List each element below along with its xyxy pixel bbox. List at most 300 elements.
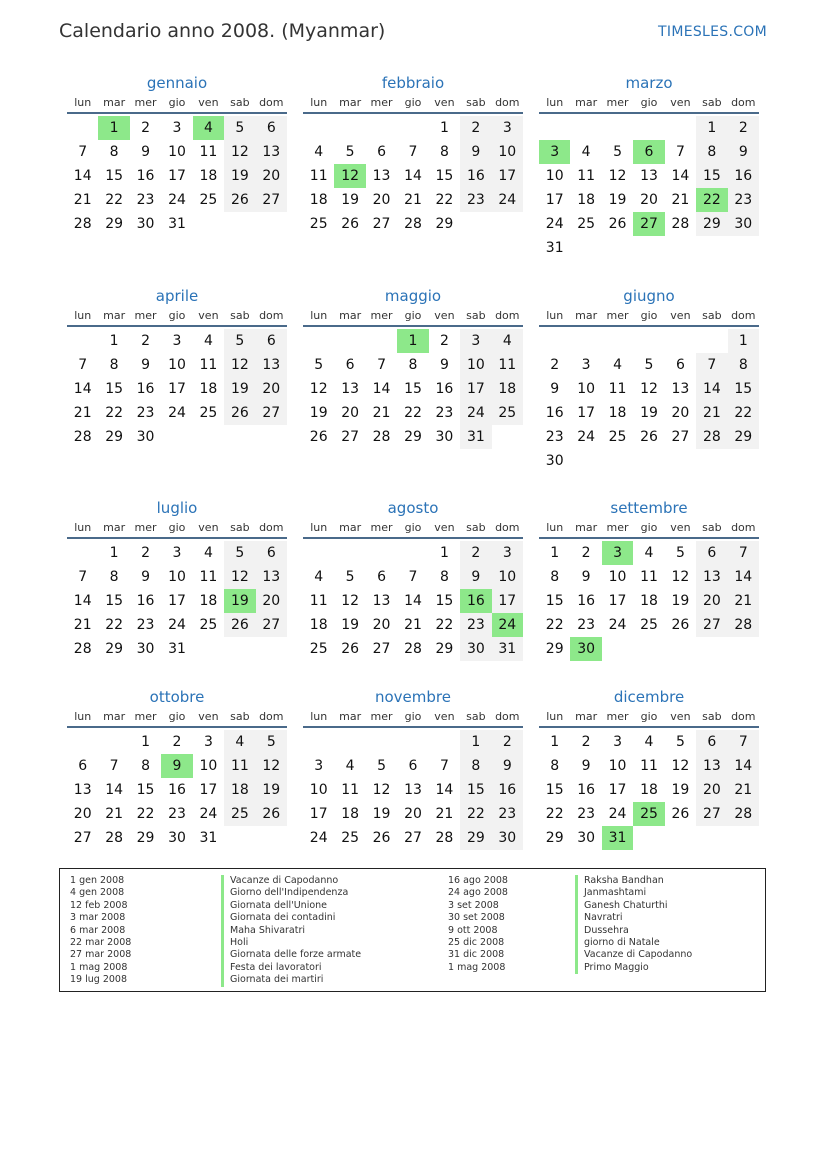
day-cell: 3: [492, 116, 523, 140]
day-cell: 15: [545, 593, 564, 609]
weekday-label: ven: [198, 521, 219, 534]
day-cell: 20: [404, 806, 422, 822]
day-cell: 28: [435, 830, 454, 846]
page-title: Calendario anno 2008. (Myanmar): [59, 20, 386, 42]
weekday-label: mar: [103, 710, 126, 723]
day-cell: 21: [696, 401, 727, 425]
month-title: marzo: [625, 74, 673, 92]
weekday-label: dom: [259, 96, 284, 109]
day-cell: 18: [224, 778, 255, 802]
day-cell: 27: [696, 802, 727, 826]
day-cell: 25: [199, 192, 218, 208]
weekday-label: mar: [575, 521, 598, 534]
day-cell: 12: [224, 140, 255, 164]
day-cell: 2: [728, 116, 759, 140]
day-cell: 2: [439, 333, 449, 349]
day-cell: 27: [404, 830, 422, 846]
day-cell: 28: [73, 216, 92, 232]
day-cell: 3: [460, 329, 491, 353]
holiday-legend: [59, 868, 766, 992]
day-cell: 5: [224, 116, 255, 140]
holiday-day-cell: 1: [98, 116, 129, 140]
day-cell: 2: [141, 120, 151, 136]
day-cell: 23: [492, 802, 523, 826]
weekday-label: ven: [198, 96, 219, 109]
day-cell: 12: [608, 168, 627, 184]
legend-holiday-name: Dussehra: [575, 925, 692, 937]
month-settembre: [539, 497, 759, 661]
day-cell: 3: [172, 545, 182, 561]
weekday-label: mar: [575, 96, 598, 109]
day-cell: 24: [309, 830, 328, 846]
day-cell: 29: [105, 429, 124, 445]
weekday-header: [539, 708, 759, 728]
day-cell: 7: [439, 758, 449, 774]
day-cell: 22: [435, 192, 454, 208]
day-cell: 16: [728, 164, 759, 188]
weekday-label: dom: [259, 521, 284, 534]
day-cell: 17: [199, 782, 218, 798]
day-cell: 3: [172, 333, 182, 349]
day-cell: 9: [141, 144, 151, 160]
day-cell: 24: [492, 188, 523, 212]
day-cell: 9: [460, 565, 491, 589]
weekday-label: sab: [702, 521, 722, 534]
day-cell: 26: [224, 188, 255, 212]
day-cell: 15: [460, 778, 491, 802]
legend-dates-left: [70, 875, 131, 987]
weekday-label: ven: [198, 710, 219, 723]
day-cell: 19: [224, 164, 255, 188]
day-cell: 28: [404, 216, 422, 232]
day-cell: 19: [671, 593, 690, 609]
day-cell: 7: [109, 758, 119, 774]
legend-date: 22 mar 2008: [70, 936, 132, 948]
day-cell: 22: [404, 405, 422, 421]
weekday-label: ven: [434, 521, 455, 534]
weekday-label: ven: [198, 309, 219, 322]
day-cell: 11: [577, 168, 596, 184]
month-title: aprile: [155, 287, 199, 305]
day-cell: 22: [105, 405, 124, 421]
day-cell: 20: [256, 164, 287, 188]
day-cell: 2: [141, 545, 151, 561]
day-cell: 13: [671, 381, 690, 397]
legend-holiday-name: Primo Maggio: [575, 962, 692, 974]
empty-cell: [696, 329, 727, 353]
day-cell: 27: [256, 188, 287, 212]
holiday-day-cell: 1: [397, 329, 428, 353]
day-cell: 24: [168, 192, 186, 208]
day-cell: 2: [460, 116, 491, 140]
legend-holiday-name: Vacanze di Capodanno: [575, 949, 692, 961]
day-cell: 19: [372, 806, 391, 822]
day-cell: 1: [728, 329, 759, 353]
day-cell: 23: [136, 617, 155, 633]
day-cell: 9: [728, 140, 759, 164]
day-cell: 2: [141, 333, 151, 349]
holiday-day-cell: 12: [334, 164, 365, 188]
day-cell: 23: [460, 188, 491, 212]
day-cell: 4: [613, 357, 623, 373]
day-cell: 29: [696, 212, 727, 236]
weekday-header: [67, 519, 287, 539]
days-grid: [539, 329, 759, 473]
day-cell: 14: [73, 168, 92, 184]
holiday-day-cell: 25: [633, 802, 664, 826]
day-cell: 31: [545, 240, 564, 256]
legend-holiday-name: Giornata dei martiri: [221, 974, 361, 986]
day-cell: 11: [640, 758, 658, 774]
day-cell: 14: [372, 381, 391, 397]
day-cell: 20: [696, 589, 727, 613]
days-grid: [67, 541, 287, 661]
day-cell: 25: [577, 216, 596, 232]
legend-holiday-name: Janmashtami: [575, 887, 692, 899]
legend-holiday-name: giorno di Natale: [575, 937, 692, 949]
day-cell: 13: [404, 782, 422, 798]
day-cell: 11: [224, 754, 255, 778]
brand-logo[interactable]: TIMESLES.COM: [658, 24, 767, 40]
empty-cell: [67, 116, 98, 140]
weekday-label: lun: [74, 309, 92, 322]
day-cell: 5: [345, 144, 355, 160]
month-title: ottobre: [149, 688, 205, 706]
day-cell: 4: [203, 545, 213, 561]
day-cell: 4: [314, 569, 324, 585]
legend-holiday-name: Raksha Bandhan: [575, 875, 692, 887]
day-cell: 25: [224, 802, 255, 826]
day-cell: 10: [168, 357, 186, 373]
day-cell: 28: [105, 830, 124, 846]
day-cell: 27: [73, 830, 92, 846]
day-cell: 4: [345, 758, 355, 774]
day-cell: 13: [256, 140, 287, 164]
day-cell: 10: [545, 168, 564, 184]
day-cell: 22: [545, 806, 564, 822]
empty-cell: [570, 329, 601, 353]
month-novembre: [303, 686, 523, 850]
weekday-header: [303, 307, 523, 327]
day-cell: 28: [696, 425, 727, 449]
day-cell: 23: [577, 617, 596, 633]
day-cell: 11: [199, 569, 218, 585]
day-cell: 29: [545, 830, 564, 846]
day-cell: 5: [345, 569, 355, 585]
month-luglio: [67, 497, 287, 661]
day-cell: 22: [105, 617, 124, 633]
day-cell: 4: [224, 730, 255, 754]
day-cell: 22: [545, 617, 564, 633]
day-cell: 29: [728, 425, 759, 449]
day-cell: 15: [545, 782, 564, 798]
weekday-label: gio: [640, 710, 658, 723]
day-cell: 2: [550, 357, 560, 373]
day-cell: 12: [671, 569, 690, 585]
day-cell: 8: [439, 569, 449, 585]
day-cell: 17: [168, 168, 186, 184]
day-cell: 11: [309, 168, 328, 184]
day-cell: 28: [372, 429, 391, 445]
legend-date: 16 ago 2008: [448, 875, 508, 886]
day-cell: 10: [577, 381, 596, 397]
day-cell: 4: [644, 734, 654, 750]
weekday-label: mar: [339, 710, 362, 723]
day-cell: 9: [492, 754, 523, 778]
day-cell: 5: [644, 357, 654, 373]
day-cell: 26: [671, 617, 690, 633]
day-cell: 7: [728, 730, 759, 754]
empty-cell: [303, 730, 334, 754]
weekday-label: sab: [702, 309, 722, 322]
empty-cell: [539, 329, 570, 353]
weekday-header: [303, 94, 523, 114]
days-grid: [303, 329, 523, 449]
weekday-header: [539, 307, 759, 327]
day-cell: 23: [136, 192, 155, 208]
weekday-label: dom: [731, 309, 756, 322]
holiday-day-cell: 3: [602, 541, 633, 565]
month-febbraio: [303, 72, 523, 236]
day-cell: 5: [613, 144, 623, 160]
day-cell: 14: [696, 377, 727, 401]
day-cell: 15: [404, 381, 422, 397]
weekday-label: ven: [434, 309, 455, 322]
weekday-header: [539, 94, 759, 114]
weekday-label: mer: [370, 710, 393, 723]
weekday-label: dom: [495, 710, 520, 723]
day-cell: 7: [675, 144, 685, 160]
day-cell: 13: [640, 168, 658, 184]
day-cell: 11: [199, 357, 218, 373]
empty-cell: [429, 730, 460, 754]
day-cell: 9: [141, 357, 151, 373]
day-cell: 29: [435, 216, 454, 232]
day-cell: 31: [492, 637, 523, 661]
day-cell: 18: [199, 168, 218, 184]
holiday-day-cell: 9: [161, 754, 192, 778]
weekday-label: mar: [339, 96, 362, 109]
weekday-label: dom: [731, 96, 756, 109]
weekday-label: ven: [670, 710, 691, 723]
month-title: novembre: [375, 688, 451, 706]
day-cell: 6: [377, 144, 387, 160]
day-cell: 5: [675, 734, 685, 750]
day-cell: 23: [168, 806, 186, 822]
day-cell: 28: [728, 802, 759, 826]
day-cell: 4: [644, 545, 654, 561]
day-cell: 6: [696, 541, 727, 565]
month-title: gennaio: [146, 74, 208, 92]
month-marzo: [539, 72, 759, 260]
day-cell: 11: [199, 144, 218, 160]
day-cell: 21: [105, 806, 124, 822]
day-cell: 16: [545, 405, 564, 421]
day-cell: 28: [728, 613, 759, 637]
day-cell: 11: [608, 381, 627, 397]
day-cell: 15: [105, 168, 124, 184]
day-cell: 27: [372, 216, 391, 232]
day-cell: 26: [341, 641, 360, 657]
weekday-label: dom: [495, 521, 520, 534]
day-cell: 7: [78, 569, 88, 585]
empty-cell: [665, 116, 696, 140]
weekday-label: sab: [230, 521, 250, 534]
legend-date: 9 ott 2008: [448, 924, 498, 936]
day-cell: 5: [256, 730, 287, 754]
weekday-label: mar: [575, 710, 598, 723]
weekday-label: lun: [74, 710, 92, 723]
day-cell: 6: [408, 758, 418, 774]
day-cell: 18: [577, 192, 596, 208]
day-cell: 10: [460, 353, 491, 377]
day-cell: 27: [341, 429, 360, 445]
day-cell: 20: [341, 405, 360, 421]
weekday-label: mer: [134, 309, 157, 322]
day-cell: 10: [168, 569, 186, 585]
day-cell: 25: [199, 617, 218, 633]
day-cell: 8: [550, 569, 560, 585]
holiday-day-cell: 30: [570, 637, 601, 661]
day-cell: 14: [404, 593, 422, 609]
day-cell: 18: [492, 377, 523, 401]
day-cell: 23: [577, 806, 596, 822]
weekday-label: mer: [370, 521, 393, 534]
legend-dates-right: [448, 875, 508, 974]
day-cell: 7: [408, 569, 418, 585]
day-cell: 21: [73, 405, 92, 421]
day-cell: 28: [671, 216, 690, 232]
day-cell: 17: [608, 782, 627, 798]
day-cell: 13: [73, 782, 92, 798]
day-cell: 17: [545, 192, 564, 208]
day-cell: 3: [172, 120, 182, 136]
day-cell: 22: [435, 617, 454, 633]
empty-cell: [397, 730, 428, 754]
day-cell: 25: [608, 429, 627, 445]
day-cell: 17: [168, 593, 186, 609]
legend-holiday-name: Navratri: [575, 912, 692, 924]
day-cell: 1: [109, 333, 119, 349]
weekday-label: lun: [310, 710, 328, 723]
empty-cell: [539, 116, 570, 140]
day-cell: 12: [224, 353, 255, 377]
weekday-label: lun: [546, 309, 564, 322]
empty-cell: [366, 730, 397, 754]
day-cell: 9: [550, 381, 560, 397]
days-grid: [303, 541, 523, 661]
day-cell: 14: [435, 782, 454, 798]
day-cell: 15: [696, 164, 727, 188]
day-cell: 18: [309, 617, 328, 633]
day-cell: 19: [224, 377, 255, 401]
month-title: febbraio: [381, 74, 445, 92]
month-gennaio: [67, 72, 287, 236]
day-cell: 29: [105, 216, 124, 232]
weekday-label: gio: [640, 309, 658, 322]
day-cell: 17: [460, 377, 491, 401]
day-cell: 10: [492, 565, 523, 589]
weekday-header: [539, 519, 759, 539]
day-cell: 11: [309, 593, 328, 609]
empty-cell: [633, 329, 664, 353]
day-cell: 16: [435, 381, 454, 397]
day-cell: 18: [199, 381, 218, 397]
day-cell: 28: [73, 641, 92, 657]
day-cell: 14: [728, 565, 759, 589]
day-cell: 14: [73, 381, 92, 397]
day-cell: 4: [581, 144, 591, 160]
weekday-label: lun: [310, 309, 328, 322]
empty-cell: [334, 116, 365, 140]
legend-holiday-name: Giornata delle forze armate: [221, 949, 361, 961]
day-cell: 22: [136, 806, 155, 822]
day-cell: 7: [78, 357, 88, 373]
day-cell: 8: [696, 140, 727, 164]
day-cell: 21: [73, 192, 92, 208]
day-cell: 22: [105, 192, 124, 208]
empty-cell: [303, 541, 334, 565]
day-cell: 29: [136, 830, 155, 846]
day-cell: 29: [460, 826, 491, 850]
day-cell: 2: [172, 734, 182, 750]
days-grid: [539, 116, 759, 260]
day-cell: 16: [136, 593, 155, 609]
weekday-label: gio: [640, 521, 658, 534]
day-cell: 20: [640, 192, 658, 208]
day-cell: 6: [256, 329, 287, 353]
day-cell: 8: [408, 357, 418, 373]
weekday-label: dom: [259, 309, 284, 322]
legend-date: 24 ago 2008: [448, 887, 508, 899]
weekday-label: gio: [168, 521, 186, 534]
day-cell: 4: [314, 144, 324, 160]
weekday-label: lun: [546, 710, 564, 723]
day-cell: 14: [671, 168, 690, 184]
day-cell: 16: [136, 381, 155, 397]
day-cell: 1: [696, 116, 727, 140]
weekday-label: dom: [259, 710, 284, 723]
day-cell: 1: [109, 545, 119, 561]
weekday-label: mer: [606, 96, 629, 109]
weekday-label: gio: [168, 309, 186, 322]
month-title: settembre: [610, 499, 688, 517]
day-cell: 6: [78, 758, 88, 774]
legend-date: 3 mar 2008: [70, 912, 126, 924]
day-cell: 20: [73, 806, 92, 822]
day-cell: 29: [545, 641, 564, 657]
empty-cell: [98, 730, 129, 754]
day-cell: 28: [404, 641, 422, 657]
days-grid: [67, 116, 287, 236]
day-cell: 6: [256, 116, 287, 140]
day-cell: 17: [309, 806, 328, 822]
holiday-day-cell: 31: [602, 826, 633, 850]
weekday-label: lun: [310, 96, 328, 109]
day-cell: 16: [168, 782, 186, 798]
day-cell: 16: [577, 782, 596, 798]
weekday-label: sab: [466, 309, 486, 322]
day-cell: 25: [640, 617, 658, 633]
day-cell: 26: [309, 429, 328, 445]
legend-date: 4 gen 2008: [70, 887, 125, 899]
day-cell: 20: [256, 377, 287, 401]
day-cell: 16: [460, 164, 491, 188]
day-cell: 24: [460, 401, 491, 425]
day-cell: 18: [309, 192, 328, 208]
day-cell: 31: [199, 830, 218, 846]
day-cell: 25: [341, 830, 360, 846]
